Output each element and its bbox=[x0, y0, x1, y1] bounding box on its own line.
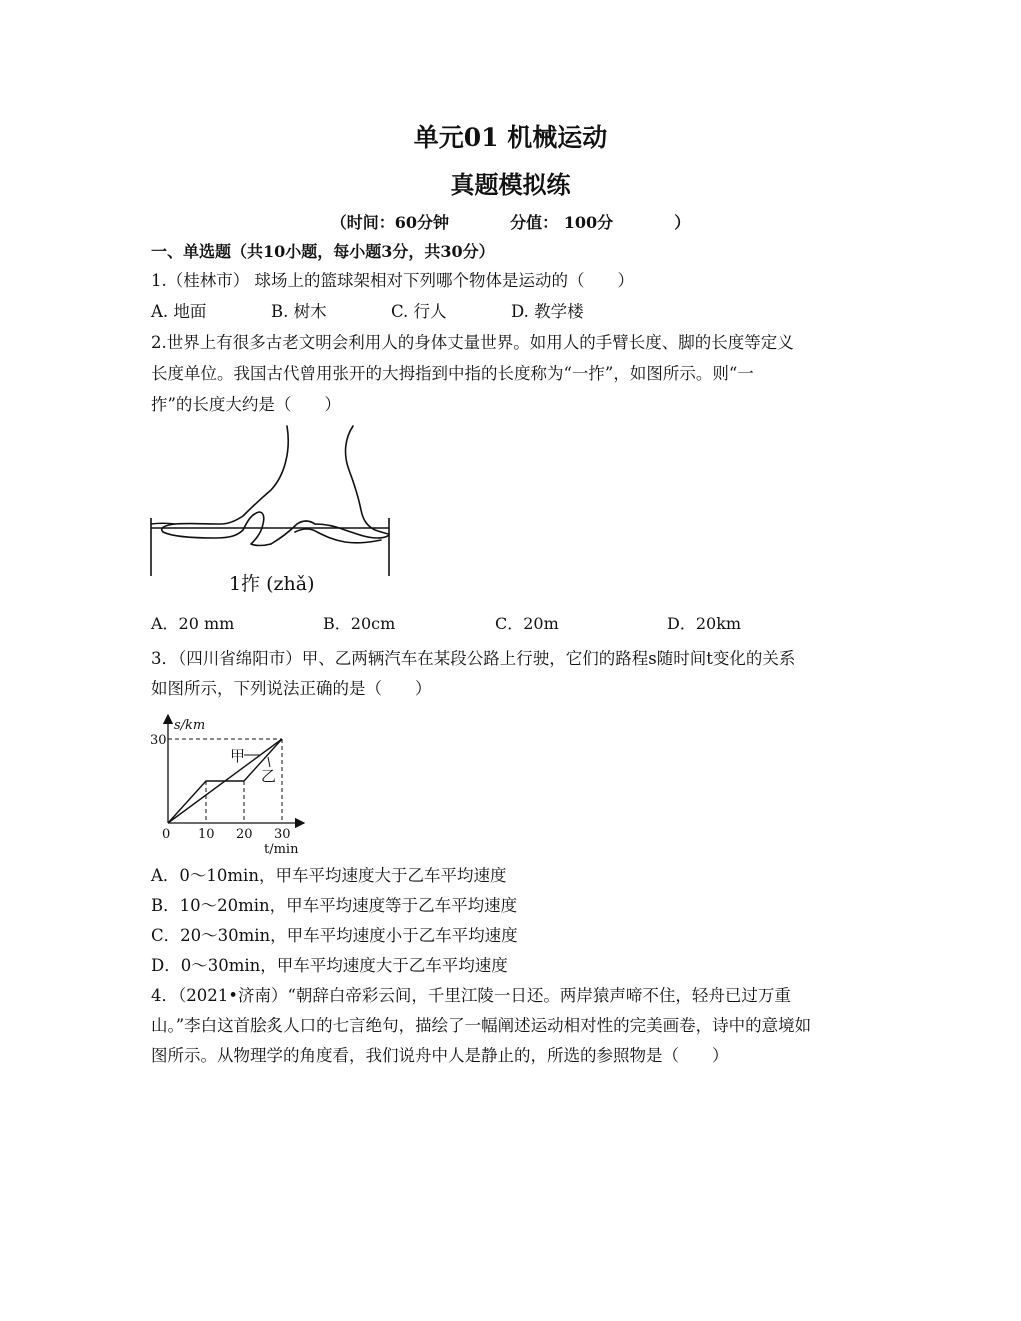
exam-meta bbox=[0, 210, 1021, 233]
x-tick-label-30: 30 bbox=[274, 827, 291, 842]
distance-time-chart bbox=[145, 705, 320, 855]
series-leader-yi bbox=[268, 757, 270, 767]
meta-close: ） bbox=[674, 213, 691, 232]
page-subtitle: 真题模拟练 bbox=[450, 170, 571, 199]
q2-stem-line-2: 长度单位。我国古代曾用张开的大拇指到中指的长度称为“一拃”，如图所示。则“一 bbox=[151, 364, 754, 383]
x-tick-label-10: 10 bbox=[198, 827, 215, 842]
x-axis-label: t/min bbox=[264, 842, 299, 855]
q2-option-d: D．20km bbox=[667, 614, 742, 633]
q2-stem-line-3: 拃”的长度大约是（ ） bbox=[151, 395, 341, 414]
q3-option-a: A．0～10min，甲车平均速度大于乙车平均速度 bbox=[151, 866, 507, 885]
q4-stem-line-3: 图所示。从物理学的角度看，我们说舟中人是静止的，所选的参照物是（ ） bbox=[151, 1046, 729, 1065]
x-tick-label-20: 20 bbox=[236, 827, 253, 842]
q4-stem-line-2: 山。”李白这首脍炙人口的七言绝句，描绘了一幅阐述运动相对性的完美画卷，诗中的意境如 bbox=[151, 1016, 812, 1035]
page-title: 单元01 机械运动 bbox=[413, 123, 608, 152]
q1-option-c: C. 行人 bbox=[391, 302, 447, 321]
span-bracket bbox=[151, 518, 389, 576]
x-tick-label-0: 0 bbox=[162, 827, 171, 842]
q3-stem-line-1: 3．（四川省绵阳市）甲、乙两辆汽车在某段公路上行驶，它们的路程s随时间t变化的关系 bbox=[151, 649, 796, 668]
score-total: 分值： 100分 bbox=[510, 213, 614, 232]
q3-stem-line-2: 如图所示，下列说法正确的是（ ） bbox=[151, 679, 432, 698]
series-label-jia: 甲 bbox=[230, 747, 246, 765]
time-limit: （时间：60分钟 bbox=[330, 213, 449, 232]
series-label-yi: 乙 bbox=[261, 767, 277, 785]
q4-stem-line-1: 4．（2021•济南）“朝辞白帝彩云间，千里江陵一日还。两岸猿声啼不住，轻舟已过万重 bbox=[151, 986, 791, 1005]
hand-span-figure bbox=[145, 420, 405, 605]
q1-option-d: D. 教学楼 bbox=[511, 302, 584, 321]
span-label: 1拃 (zhǎ) bbox=[229, 573, 315, 595]
q3-option-d: D．0～30min，甲车平均速度大于乙车平均速度 bbox=[151, 956, 508, 975]
q2-option-b: B．20cm bbox=[323, 614, 396, 633]
q2-stem-line-1: 2.世界上有很多古老文明会利用人的身体丈量世界。如用人的手臂长度、脚的长度等定义 bbox=[151, 333, 794, 352]
q1-stem: 1.（桂林市） 球场上的篮球架相对下列哪个物体是运动的（ ） bbox=[151, 271, 634, 290]
y-tick-label-30: 30 bbox=[150, 733, 167, 748]
section-heading: 一、单选题（共10小题，每小题3分，共30分） bbox=[151, 242, 495, 261]
q1-option-a: A. 地面 bbox=[151, 302, 207, 321]
q2-option-c: C．20m bbox=[495, 614, 559, 633]
y-axis-label: s/km bbox=[174, 718, 206, 733]
q3-option-b: B．10～20min，甲车平均速度等于乙车平均速度 bbox=[151, 896, 518, 915]
q1-option-b: B. 树木 bbox=[271, 302, 327, 321]
chart-tick-labels bbox=[150, 733, 291, 842]
q2-option-a: A．20 mm bbox=[151, 614, 235, 633]
q2-options bbox=[151, 613, 741, 635]
q3-option-c: C．20～30min，甲车平均速度小于乙车平均速度 bbox=[151, 926, 518, 945]
q1-options bbox=[151, 301, 584, 323]
